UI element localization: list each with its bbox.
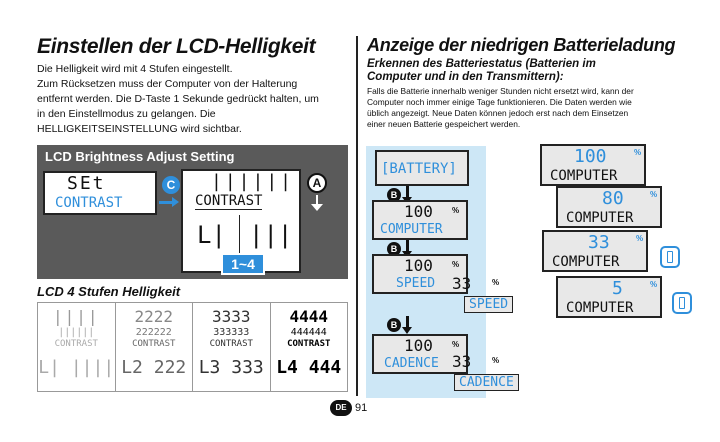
page-number: 91 — [355, 402, 368, 414]
brightness-setting-title: LCD Brightness Adjust Setting — [45, 149, 235, 164]
speed-100-screen: 100 % SPEED — [372, 254, 468, 294]
computer-level-100-screen: 100 % COMPUTER — [540, 144, 646, 186]
left-paragraph: Die Helligkeit wird mit 4 Stufen eingestellt. Zum Rücksetzen muss der Computer von der Halterung entfernt werden. Die D-Taste 1 Sekunde gedrückt halten, um in den Einstellmodus zu gelangen. Die HELLIGKEITSEINSTELLUNG wird sichtbar. — [37, 63, 319, 135]
contrast-bars: |||||| — [211, 171, 295, 192]
range-badge: 1~4 — [221, 253, 265, 275]
a-button-icon: A — [307, 173, 327, 193]
contrast-label: CONTRAST — [195, 193, 263, 209]
b-button-icon: B — [387, 318, 401, 332]
level-bars: ||| — [249, 221, 293, 249]
arrow-down-head-icon — [311, 204, 323, 211]
right-paragraph: Falls die Batterie innerhalb weniger Stunden nicht ersetzt wird, kann der Computer noch immer einige Tage funktionieren. Die Daten werden wie üblich angezeigt. Neue Daten können jedoch erst nach dem Einsetzen einer neuen Batterie gespeichert werden. — [367, 86, 634, 129]
b-button-icon: B — [387, 188, 401, 202]
stufen-title: LCD 4 Stufen Helligkeit — [37, 284, 181, 299]
level-3-cell: 3333 333333 CONTRAST L3 333 — [193, 303, 271, 391]
level-2-cell: 2222 222222 CONTRAST L2 222 — [116, 303, 194, 391]
brightness-levels-table — [37, 302, 348, 392]
computer-level-80-screen: 80 % COMPUTER — [556, 186, 662, 228]
language-badge: DE — [330, 400, 352, 416]
contrast-text: CONTRAST — [55, 195, 123, 211]
level-indicator: L| — [197, 221, 226, 249]
battery-low-icon — [660, 246, 680, 268]
c-button-icon: C — [162, 176, 180, 194]
arrow-right-icon — [159, 201, 173, 204]
set-contrast-screen — [43, 171, 157, 215]
cadence-side-screen: 33 % CADENCE — [438, 352, 518, 394]
level-1-cell: |||| |||||| CONTRAST L| |||| — [38, 303, 116, 391]
arrow-right-head-icon — [172, 197, 179, 207]
b-button-icon: B — [387, 242, 401, 256]
arrow-down-icon — [406, 316, 409, 328]
page-footer — [330, 400, 367, 416]
arrow-down-icon — [406, 186, 409, 198]
column-divider — [356, 36, 358, 396]
computer-level-33-screen: 33 % COMPUTER — [542, 230, 648, 272]
left-title: Einstellen der LCD-Helligkeit — [37, 35, 316, 58]
battery-screen: [BATTERY] — [375, 150, 469, 186]
right-title: Anzeige der niedrigen Batterieladung — [367, 35, 676, 55]
computer-level-5-screen: 5 % COMPUTER — [556, 276, 662, 318]
set-text: SEt — [67, 173, 106, 194]
level-4-cell: 4444 444444 CONTRAST L4 444 — [276, 307, 342, 378]
speed-side-screen: 33 % SPEED — [438, 274, 518, 316]
battery-empty-icon — [672, 292, 692, 314]
arrow-down-icon — [406, 240, 409, 252]
brightness-setting-panel — [37, 145, 348, 279]
computer-100-screen: 100 % COMPUTER — [372, 200, 468, 240]
right-subtitle: Erkennen des Batteriestatus (Batterien im Computer und in den Transmittern): — [367, 58, 596, 83]
cadence-100-screen: 100 % CADENCE — [372, 334, 468, 374]
